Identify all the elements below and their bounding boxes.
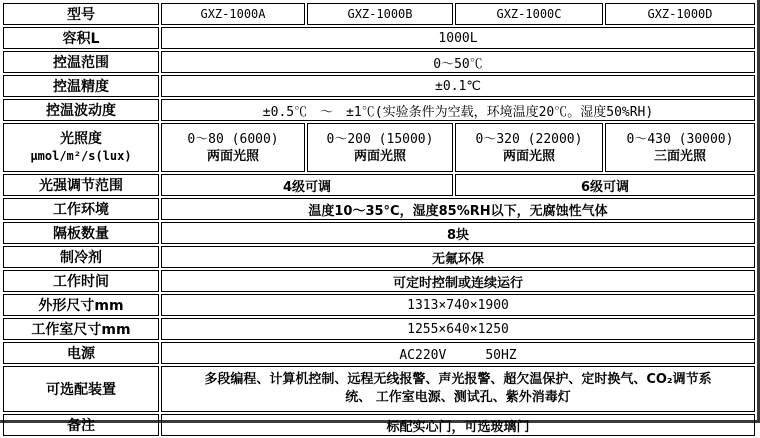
row-model xyxy=(3,3,755,25)
temp-range-value: 0～50℃ xyxy=(161,51,755,73)
illuminance-c-mode: 两面光照 xyxy=(502,148,555,164)
row-temp-fluctuation xyxy=(3,99,755,121)
illuminance-label-line1: 光照度 xyxy=(60,130,102,147)
row-remarks xyxy=(3,414,755,436)
illuminance-cell xyxy=(161,123,305,172)
model-c: GXZ-1000C xyxy=(455,3,603,25)
illuminance-c-value: 0～320 (22000) xyxy=(475,131,583,147)
row-work-time xyxy=(3,270,755,292)
row-shelves xyxy=(3,222,755,244)
shelves-value: 8块 xyxy=(161,222,755,244)
illuminance-b-mode: 两面光照 xyxy=(353,148,406,164)
shelves-label: 隔板数量 xyxy=(3,222,159,244)
illuminance-d-value: 0～430 (30000) xyxy=(626,131,734,147)
options-label: 可选配装置 xyxy=(3,366,159,412)
model-b: GXZ-1000B xyxy=(307,3,453,25)
work-env-value: 温度10～35°C，湿度85%RH以下，无腐蚀性气体 xyxy=(161,198,755,220)
illuminance-cell xyxy=(455,123,603,172)
work-env-label: 工作环境 xyxy=(3,198,159,220)
outer-size-value: 1313×740×1900 xyxy=(161,294,755,316)
volume-label: 容积L xyxy=(3,27,159,49)
options-line1: 多段编程、计算机控制、远程无线报警、声光报警、超欠温保护、定时换气、CO₂调节系 xyxy=(204,372,712,387)
work-time-label: 工作时间 xyxy=(3,270,159,292)
row-power xyxy=(3,342,755,364)
row-inner-size xyxy=(3,318,755,340)
illuminance-label xyxy=(3,123,159,172)
volume-value: 1000L xyxy=(161,27,755,49)
illuminance-label-line2: μmol/m²/s(lux) xyxy=(30,148,132,163)
light-adjust-label: 光强调节范围 xyxy=(3,174,159,196)
model-label: 型号 xyxy=(3,3,159,25)
row-light-adjust xyxy=(3,174,755,196)
temp-fluctuation-label: 控温波动度 xyxy=(3,99,159,121)
refrigerant-value: 无氟环保 xyxy=(161,246,755,268)
inner-size-value: 1255×640×1250 xyxy=(161,318,755,340)
row-illuminance xyxy=(3,123,755,172)
inner-size-label: 工作室尺寸mm xyxy=(3,318,159,340)
row-refrigerant xyxy=(3,246,755,268)
temp-precision-label: 控温精度 xyxy=(3,75,159,97)
light-adjust-left: 4级可调 xyxy=(161,174,453,196)
illuminance-cell xyxy=(307,123,453,172)
illuminance-d-mode: 三面光照 xyxy=(653,148,706,164)
row-temp-precision xyxy=(3,75,755,97)
illuminance-cell xyxy=(605,123,755,172)
illuminance-a-mode: 两面光照 xyxy=(206,148,259,164)
row-options xyxy=(3,366,755,412)
power-label: 电源 xyxy=(3,342,159,364)
illuminance-a-value: 0～80 (6000) xyxy=(187,131,279,147)
temp-range-label: 控温范围 xyxy=(3,51,159,73)
row-temp-range xyxy=(3,51,755,73)
row-outer-size xyxy=(3,294,755,316)
temp-fluctuation-value: ±0.5℃ ～ ±1℃(实验条件为空载，环境温度20℃。湿度50%RH) xyxy=(161,99,755,121)
row-work-env xyxy=(3,198,755,220)
work-time-value: 可定时控制或连续运行 xyxy=(161,270,755,292)
outer-size-label: 外形尺寸mm xyxy=(3,294,159,316)
options-value xyxy=(161,366,755,412)
temp-precision-value: ±0.1℃ xyxy=(161,75,755,97)
refrigerant-label: 制冷剂 xyxy=(3,246,159,268)
spec-table xyxy=(1,1,757,438)
power-value: AC220V 50HZ xyxy=(161,342,755,364)
row-volume xyxy=(3,27,755,49)
options-line2: 统、 工作室电源、测试孔、紫外消毒灯 xyxy=(345,390,571,405)
remarks-value: 标配实心门，可选玻璃门 xyxy=(161,414,755,436)
light-adjust-right: 6级可调 xyxy=(455,174,755,196)
model-d: GXZ-1000D xyxy=(605,3,755,25)
model-a: GXZ-1000A xyxy=(161,3,305,25)
illuminance-b-value: 0～200 (15000) xyxy=(326,131,434,147)
remarks-label: 备注 xyxy=(3,414,159,436)
